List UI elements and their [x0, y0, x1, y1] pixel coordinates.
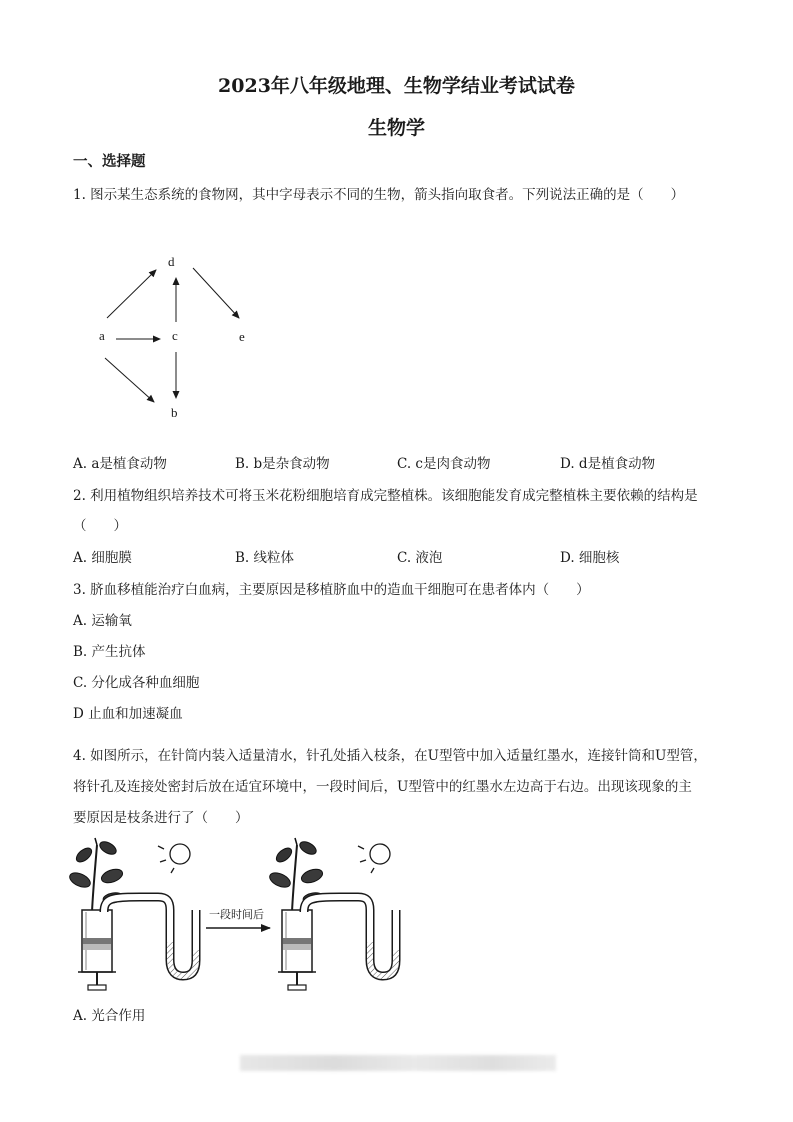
- question-2-stem-line2: （ ）: [73, 518, 127, 534]
- q1-option-a: A. a是植食动物: [73, 456, 167, 472]
- node-a: a: [99, 328, 105, 343]
- apparatus-after: [267, 838, 396, 990]
- question-4-stem-line3: 要原因是枝条进行了（ ）: [73, 810, 249, 826]
- q2-option-a: A. 细胞膜: [73, 550, 132, 566]
- q1-option-d: D. d是植食动物: [560, 456, 656, 472]
- node-e: e: [239, 329, 245, 344]
- q2-option-b: B. 线粒体: [235, 550, 295, 566]
- node-d: d: [168, 254, 175, 269]
- question-2-stem-line1: 2. 利用植物组织培养技术可将玉米花粉细胞培育成完整植株。该细胞能发育成完整植株主要依赖的结构是: [73, 488, 698, 504]
- exam-title: 2023年八年级地理、生物学结业考试试卷: [218, 75, 575, 97]
- question-4-stem-line1: 4. 如图所示，在针筒内装入适量清水，针孔处插入枝条，在U型管中加入适量红墨水，连接针筒和U型管，: [73, 748, 707, 764]
- q2-option-d: D. 细胞核: [560, 550, 620, 566]
- q1-option-c: C. c是肉食动物: [397, 456, 491, 472]
- node-b: b: [171, 405, 178, 420]
- question-4-stem-line2: 将针孔及连接处密封后放在适宜环境中，一段时间后，U型管中的红墨水左边高于右边。出现该现象的主: [73, 779, 692, 795]
- q3-option-c: C. 分化成各种血细胞: [73, 675, 200, 691]
- time-label: 一段时间后: [209, 908, 264, 921]
- section-heading: 一、选择题: [73, 153, 146, 170]
- blurred-footer: [240, 1055, 556, 1071]
- q1-option-b: B. b是杂食动物: [235, 456, 330, 472]
- q4-option-a: A. 光合作用: [73, 1008, 146, 1024]
- question-1-stem: 1. 图示某生态系统的食物网，其中字母表示不同的生物，箭头指向取食者。下列说法正确的是（ ）: [73, 187, 685, 203]
- node-c: c: [172, 328, 178, 343]
- q3-option-b: B. 产生抗体: [73, 644, 146, 660]
- q3-option-a: A. 运输氧: [73, 613, 132, 629]
- q3-option-d: D 止血和加速凝血: [73, 706, 183, 722]
- subject-title: 生物学: [367, 117, 425, 139]
- apparatus-before: [67, 838, 196, 990]
- question-3-stem: 3. 脐血移植能治疗白血病，主要原因是移植脐血中的造血干细胞可在患者体内（ ）: [73, 582, 590, 598]
- q2-option-c: C. 液泡: [397, 550, 443, 566]
